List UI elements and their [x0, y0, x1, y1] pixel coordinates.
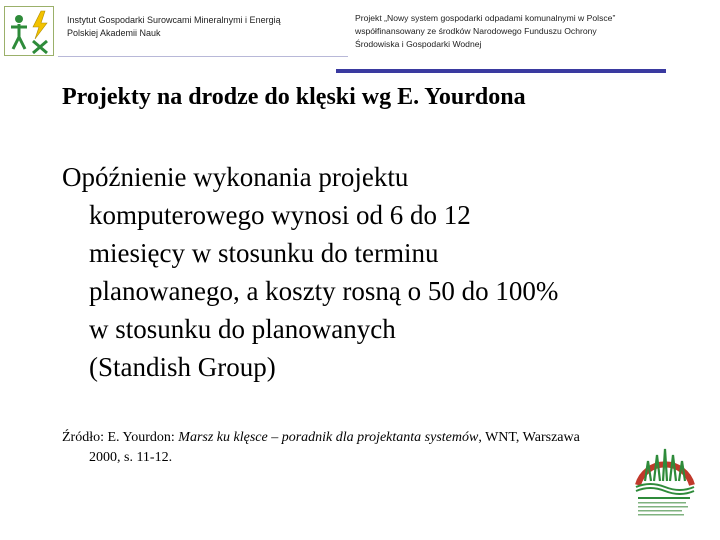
project-info: [355, 12, 700, 51]
slide-title: Projekty na drodze do klęski wg E. Yourdona: [62, 84, 526, 110]
institute-line-2: Polskiej Akademii Nauk: [67, 28, 161, 38]
institute-name: [67, 14, 337, 40]
source-citation: [62, 428, 622, 468]
header-divider: [336, 69, 666, 73]
institute-logo-icon: [4, 6, 54, 56]
body-line-5: w stosunku do planowanych: [89, 314, 396, 344]
body-line-4: planowanego, a koszty rosną o 50 do 100%: [89, 276, 559, 306]
header-thin-divider: [58, 56, 348, 57]
body-line-1: Opóźnienie wykonania projektu: [62, 162, 409, 192]
source-suffix: , WNT, Warszawa: [478, 430, 580, 445]
institute-line-1: Instytut Gospodarki Surowcami Mineralnymi i Energią: [67, 15, 281, 25]
project-line-3: Środowiska i Gospodarki Wodnej: [355, 39, 482, 49]
project-line-2: współfinansowany ze środków Narodowego Funduszu Ochrony: [355, 26, 597, 36]
source-line-2: 2000, s. 11-12.: [89, 450, 173, 465]
slide-body: [62, 158, 662, 386]
body-line-3: miesięcy w stosunku do terminu: [89, 238, 439, 268]
source-prefix: Źródło: E. Yourdon:: [62, 430, 179, 445]
source-book-title: Marsz ku klęsce – poradnik dla projektanta systemów: [178, 430, 479, 445]
project-line-1: Projekt „Nowy system gospodarki odpadami komunalnymi w Polsce”: [355, 13, 616, 23]
nfosigw-logo-icon: [630, 415, 700, 525]
body-line-6: (Standish Group): [89, 352, 276, 382]
body-line-2: komputerowego wynosi od 6 do 12: [89, 200, 471, 230]
